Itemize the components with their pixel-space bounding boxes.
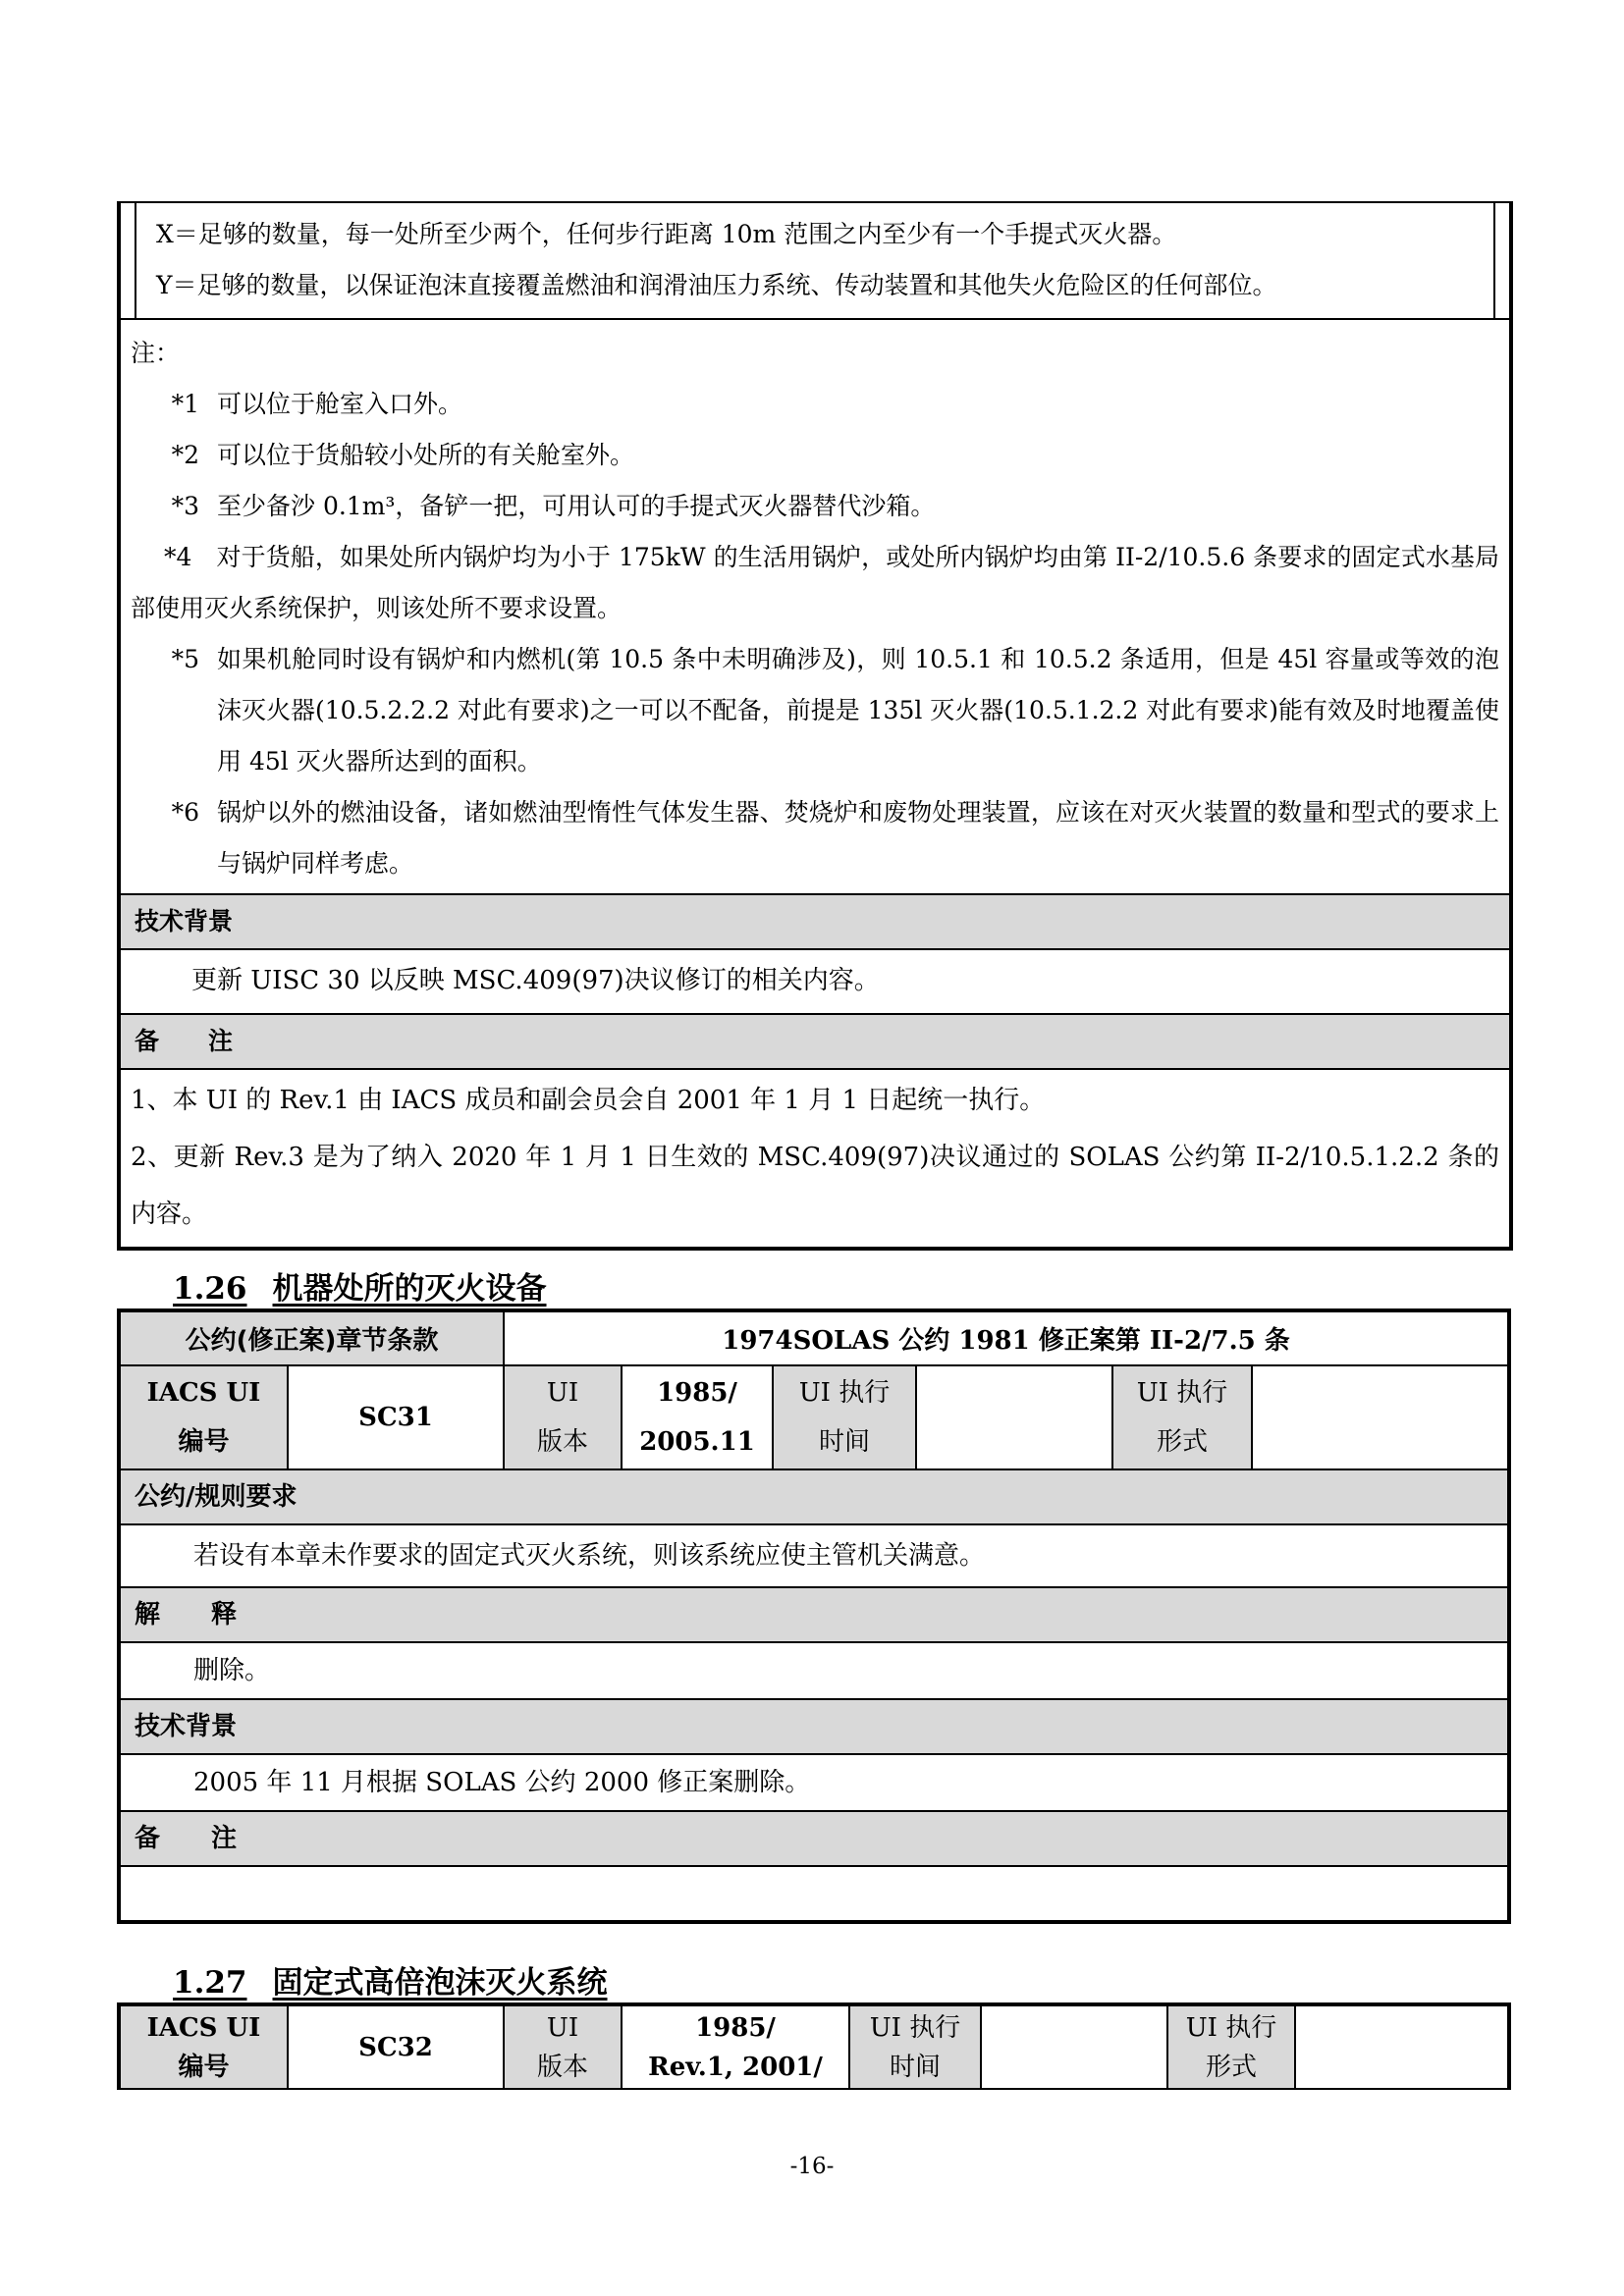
ui-version-label-line2: 版本 [536, 1427, 588, 1457]
tech-background-header: 技术背景 [121, 893, 1509, 950]
key-box-right-rule [1493, 203, 1495, 318]
section-heading-1-26 [173, 1263, 547, 1308]
note-mark: *3 [171, 492, 199, 520]
remarks-body [121, 1070, 1509, 1247]
section-title: 固定式高倍泡沫灭火系统 [272, 1965, 608, 2001]
note-item [131, 379, 1499, 430]
exec-form-label-line1: UI 执行 [1185, 2012, 1277, 2043]
tech-background-header: 技术背景 [119, 1699, 1509, 1754]
ui-version-label [504, 2004, 622, 2089]
note-text: 可以位于货船较小处所的有关舱室外。 [217, 441, 635, 469]
key-box [121, 201, 1509, 320]
top-continuation-block [117, 201, 1513, 1251]
exec-form-label-line2: 形式 [1156, 1427, 1208, 1457]
section-number: 1.26 [173, 1271, 247, 1307]
iacs-ui-label-line1: IACS UI [146, 1378, 261, 1408]
note-text: 如果机舱同时设有锅炉和内燃机(第 10.5 条中未明确涉及)，则 10.5.1 和 10.5.2 条适用，但是 45l 容量或等效的泡沫灭火器(10.5.2.2.2 对此有要求)之一可以不配备，前提是 135l 灭火器(10.5.1.2.2 对此有要求)能有效及时地覆盖使用 45l 灭火器所达到的面积。 [217, 645, 1499, 775]
iacs-ui-label [119, 2004, 288, 2089]
note-text: 至少备沙 0.1m³，备铲一把，可用认可的手提式灭火器替代沙箱。 [217, 492, 936, 520]
tech-background-body [121, 950, 1509, 1013]
note-item [131, 481, 1499, 532]
key-x-line: X＝足够的数量，每一处所至少两个，任何步行距离 10m 范围之内至少有一个手提式灭火器。 [156, 220, 1177, 248]
key-box-left-rule [135, 203, 136, 318]
remarks-text [119, 1866, 1509, 1922]
ui-version-label-line1: UI [546, 1378, 579, 1408]
ui-version-value-line1: 1985/ [657, 1378, 737, 1408]
section-title: 机器处所的灭火设备 [272, 1271, 547, 1307]
ui-version-value-line2: Rev.1, 2001/ [648, 2052, 823, 2082]
exec-time-label-line1: UI 执行 [798, 1378, 891, 1408]
tech-background-text: 更新 UISC 30 以反映 MSC.409(97)决议修订的相关内容。 [191, 966, 880, 995]
exec-form-label [1167, 2004, 1295, 2089]
exec-time-label-line2: 时间 [889, 2052, 941, 2082]
requirement-header: 公约/规则要求 [119, 1469, 1509, 1524]
ui-version-value [622, 1365, 773, 1469]
exec-form-label [1112, 1365, 1252, 1469]
remark-line: 1、本 UI 的 Rev.1 由 IACS 成员和副会员会自 2001 年 1 月 1 日起统一执行。 [131, 1086, 1046, 1115]
note-text: 锅炉以外的燃油设备，诸如燃油型惰性气体发生器、焚烧炉和废物处理装置，应该在对灭火装置的数量和型式的要求上与锅炉同样考虑。 [217, 798, 1499, 878]
ui-version-label-line2: 版本 [536, 2052, 588, 2082]
exec-time-label-line1: UI 执行 [869, 2012, 961, 2043]
ui-version-value-line1: 1985/ [695, 2012, 776, 2043]
section-1-27-table [117, 2002, 1511, 2090]
note-mark: *1 [171, 390, 199, 418]
exec-time-label [849, 2004, 981, 2089]
ui-version-label-line1: UI [546, 2012, 579, 2043]
interpretation-header: 解 释 [119, 1587, 1509, 1642]
convention-label: 公约(修正案)章节条款 [119, 1310, 504, 1365]
iacs-ui-label-line2: 编号 [178, 1427, 230, 1457]
iacs-ui-label-line2: 编号 [178, 2052, 230, 2082]
requirement-text: 若设有本章未作要求的固定式灭火系统，则该系统应使主管机关满意。 [119, 1524, 1509, 1587]
key-y-line: Y＝足够的数量，以保证泡沫直接覆盖燃油和润滑油压力系统、传动装置和其他失火危险区的任何部位。 [156, 271, 1277, 299]
note-mark: *6 [171, 798, 199, 827]
ui-number: SC32 [288, 2004, 504, 2089]
note-item [131, 430, 1499, 481]
convention-value: 1974SOLAS 公约 1981 修正案第 II-2/7.5 条 [504, 1310, 1509, 1365]
note-item [131, 532, 1499, 634]
exec-time-label-line2: 时间 [818, 1427, 870, 1457]
exec-form-value [1295, 2004, 1509, 2089]
ui-version-label [504, 1365, 622, 1469]
section-1-26-table [117, 1308, 1511, 1924]
remarks-header: 备 注 [121, 1013, 1509, 1070]
exec-form-label-line2: 形式 [1205, 2052, 1257, 2082]
note-text: 对于货船，如果处所内锅炉均为小于 175kW 的生活用锅炉，或处所内锅炉均由第 II-2/10.5.6 条要求的固定式水基局部使用灭火系统保护，则该处所不要求设置。 [131, 543, 1499, 622]
notes-area [121, 320, 1509, 893]
note-text: 可以位于舱室入口外。 [217, 390, 463, 418]
remarks-header: 备 注 [119, 1811, 1509, 1866]
ui-version-value-line2: 2005.11 [639, 1427, 755, 1457]
section-number: 1.27 [173, 1965, 247, 2001]
exec-time-value [981, 2004, 1167, 2089]
note-item [131, 634, 1499, 787]
note-mark: *2 [171, 441, 199, 469]
exec-form-value [1252, 1365, 1509, 1469]
iacs-ui-label-line1: IACS UI [146, 2012, 261, 2043]
ui-number: SC31 [288, 1365, 504, 1469]
exec-time-label [773, 1365, 916, 1469]
exec-time-value [916, 1365, 1112, 1469]
page-number: -16- [789, 2154, 835, 2179]
iacs-ui-label [119, 1365, 288, 1469]
section-heading-1-27 [173, 1957, 608, 2002]
note-mark: *4 [164, 543, 192, 571]
ui-version-value [622, 2004, 849, 2089]
exec-form-label-line1: UI 执行 [1136, 1378, 1228, 1408]
tech-background-text: 2005 年 11 月根据 SOLAS 公约 2000 修正案删除。 [119, 1754, 1509, 1811]
note-item [131, 787, 1499, 889]
notes-label: 注： [131, 339, 181, 367]
remark-line: 2、更新 Rev.3 是为了纳入 2020 年 1 月 1 日生效的 MSC.409(97)决议通过的 SOLAS 公约第 II-2/10.5.1.2.2 条的内容。 [131, 1143, 1499, 1229]
interpretation-text: 删除。 [119, 1642, 1509, 1699]
note-mark: *5 [171, 645, 199, 673]
